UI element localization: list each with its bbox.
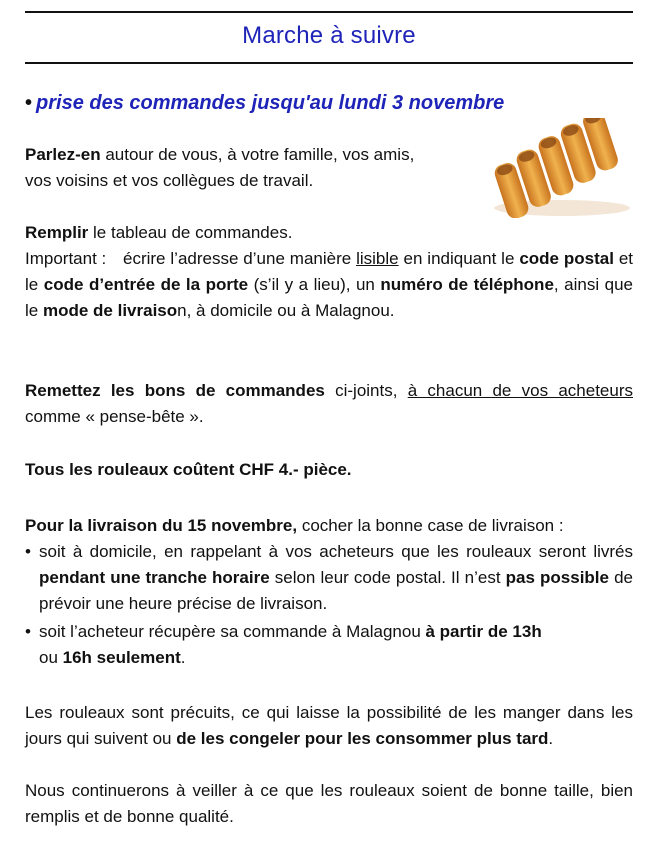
home-delivery-text: soit à domicile, en rappelant à vos acheteurs que les rouleaux seront livrés pendant une tranche horaire selon leur code postal. Il n’est pas possible de prévoir une heure précise de livraison.: [39, 542, 633, 613]
bullet-icon: •: [25, 542, 31, 561]
list-item: [25, 539, 633, 617]
quality-paragraph: Nous continuerons à veiller à ce que les rouleaux soient de bonne taille, bien remplis et de bonne qualité.: [25, 781, 633, 826]
spring-rolls-image: [490, 118, 635, 218]
list-item: [25, 619, 633, 671]
pickup-text: soit l’acheteur récupère sa commande à Malagnou à partir de 13h ou 16h seulement.: [39, 622, 542, 667]
page-title: Marche à suivre: [242, 22, 416, 49]
fill-table-paragraph: Remplir le tableau de commandes.: [25, 223, 293, 242]
hand-out-forms-paragraph: Remettez les bons de commandes ci-joints, à chacun de vos acheteurs comme « pense-bête ».: [25, 381, 633, 426]
title-bottom-rule: [25, 62, 633, 64]
important-label-line: Important :: [25, 249, 107, 268]
delivery-intro-paragraph: Pour la livraison du 15 novembre, cocher la bonne case de livraison :: [25, 516, 564, 535]
bullet-icon: •: [25, 92, 33, 114]
precooked-paragraph: Les rouleaux sont précuits, ce qui laisse la possibilité de les manger dans les jours qui suivent ou de les congeler pour les consommer plus tard.: [25, 703, 633, 748]
talk-about-it-paragraph: Parlez-en autour de vous, à votre famille, vos amis, vos voisins et vos collègues de travail.: [25, 145, 415, 190]
price-paragraph: Tous les rouleaux coûtent CHF 4.- pièce.: [25, 460, 352, 479]
top-rule: [25, 11, 633, 13]
headline-text: prise des commandes jusqu'au lundi 3 novembre: [36, 92, 505, 114]
order-deadline-heading: [25, 92, 633, 115]
important-note-paragraph: écrire l’adresse d’une manière lisible en indiquant le code postal et le code d’entrée de la porte (s’il y a lieu), un numéro de téléphone, ainsi que le mode de livraison, à domicile ou à Malagnou.: [25, 249, 633, 320]
bullet-icon: •: [25, 622, 31, 641]
